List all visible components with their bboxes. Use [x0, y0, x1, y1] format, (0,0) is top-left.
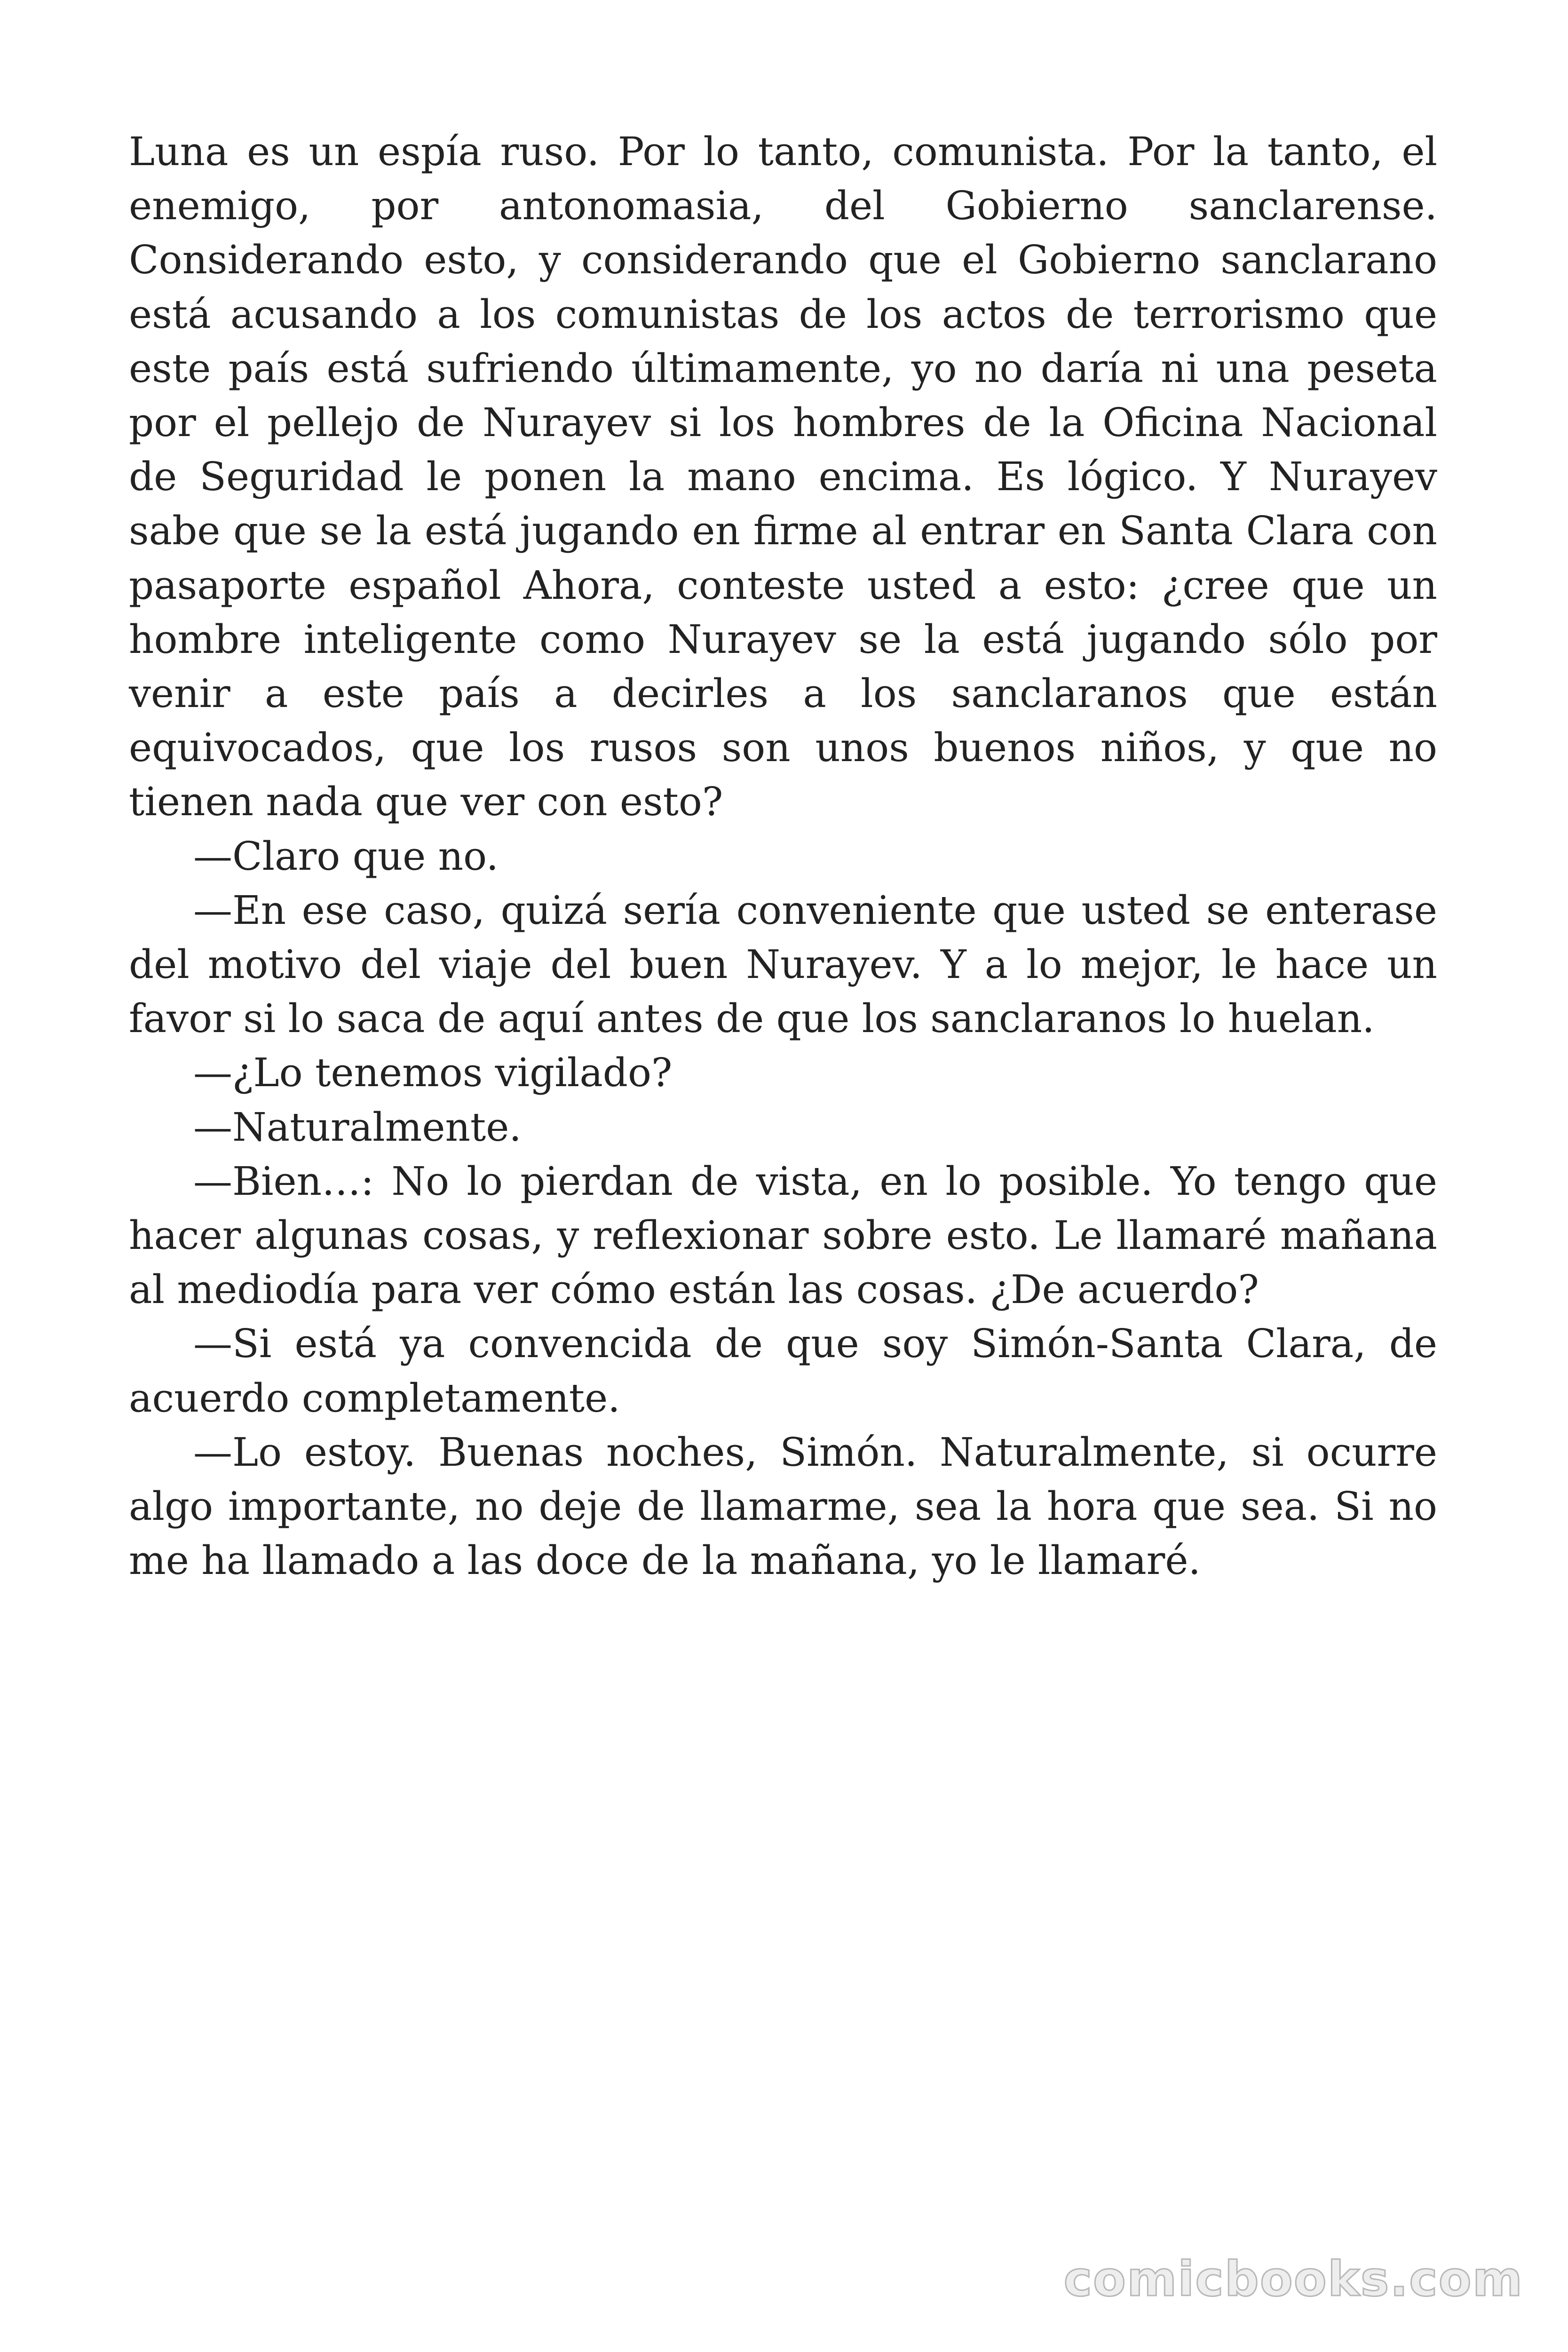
- dialogue-paragraph: —En ese caso, quizá sería conveniente que usted se enterase del motivo del viaje del buen Nurayev. Y a lo mejor, le hace un favor si lo saca de aquí antes de que los sanclaranos lo huelan.: [129, 887, 1437, 1042]
- dialogue-paragraph: —Bien…: No lo pierdan de vista, en lo posible. Yo tengo que hacer algunas cosas, y reflexionar sobre esto. Le llamaré mañana al mediodía para ver cómo están las cosas. ¿De acuerdo?: [129, 1158, 1437, 1313]
- dialogue-paragraph: —Claro que no.: [193, 833, 499, 879]
- watermark: comicbooks.com: [1063, 2251, 1523, 2307]
- dialogue-paragraph: —¿Lo tenemos vigilado?: [193, 1050, 673, 1096]
- paragraph: Luna es un espía ruso. Por lo tanto, comunista. Por la tanto, el enemigo, por antonomasia, del Gobierno sanclarense. Considerando esto, y considerando que el Gobierno sanclarano está acusando a los comunistas de los actos de terrorismo que este país está sufriendo últimamente, yo no daría ni una peseta por el pellejo de Nurayev si los hombres de la Oficina Nacional de Seguridad le ponen la mano encima. Es lógico. Y Nurayev sabe que se la está jugando en firme al entrar en Santa Clara con pasaporte español Ahora, conteste usted a esto: ¿cree que un hombre inteligente como Nurayev se la está jugando sólo por venir a este país a decirles a los sanclaranos que están equivocados, que los rusos son unos buenos niños, y que no tienen nada que ver con esto?: [129, 129, 1437, 825]
- dialogue-paragraph: —Lo estoy. Buenas noches, Simón. Naturalmente, si ocurre algo importante, no deje de llamarme, sea la hora que sea. Si no me ha llamado a las doce de la mañana, yo le llamaré.: [129, 1429, 1437, 1584]
- body-text: [129, 125, 1437, 1588]
- dialogue-paragraph: —Naturalmente.: [193, 1104, 522, 1150]
- dialogue-paragraph: —Si está ya convencida de que soy Simón-Santa Clara, de acuerdo completamente.: [129, 1321, 1437, 1421]
